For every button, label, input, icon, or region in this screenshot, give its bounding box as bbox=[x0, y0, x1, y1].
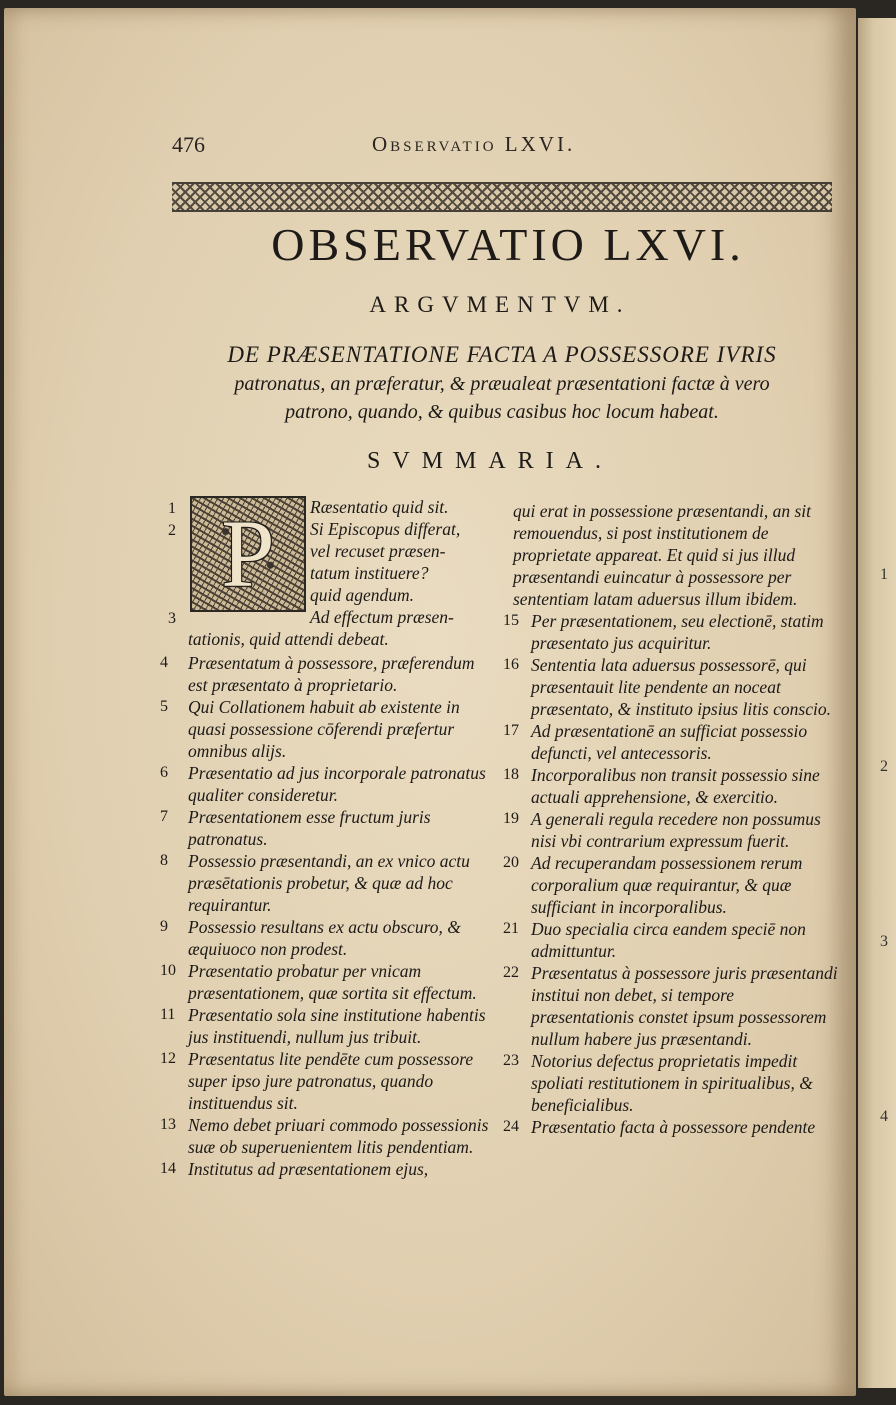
entry-number: 22 bbox=[503, 964, 519, 981]
summary-entry bbox=[160, 696, 490, 762]
entry-text: Præsentatum à possessore, præferendum est præsentato à proprietario. bbox=[188, 653, 475, 695]
summary-entry bbox=[503, 720, 838, 764]
entry-text: Præsentationem esse fructum juris patronatus. bbox=[188, 807, 431, 849]
facing-page-number: 2 bbox=[880, 758, 888, 775]
entry-number: 6 bbox=[160, 764, 168, 781]
entry-text: A generali regula recedere non possumus nisi vbi contrarium expressum fuerit. bbox=[531, 809, 821, 851]
summary-entry bbox=[160, 916, 490, 960]
summary-entry bbox=[160, 1158, 490, 1180]
entry-number: 7 bbox=[160, 808, 168, 825]
summary-entry bbox=[503, 610, 838, 654]
entry-text: Duo specialia circa eandem speciē non admittuntur. bbox=[531, 919, 806, 961]
summary-entry bbox=[160, 762, 490, 806]
entry-number: 19 bbox=[503, 810, 519, 827]
summary-entry bbox=[160, 1004, 490, 1048]
entry-text: Præsentatio ad jus incorporale patronatus qualiter consideretur. bbox=[188, 763, 486, 805]
summary-entry bbox=[503, 1050, 838, 1116]
entry-line: Ræsentatio quid sit. bbox=[310, 497, 449, 517]
summary-entry bbox=[503, 764, 838, 808]
argument-head: DE PRÆSENTATIONE FACTA A POSSESSORE IVRIS bbox=[227, 342, 777, 367]
ornamental-band bbox=[172, 182, 832, 212]
entry-text: Ad recuperandam possessionem rerum corporalium quæ requirantur, & quæ sufficiant in incorporalibus. bbox=[531, 853, 803, 917]
summary-entry bbox=[160, 960, 490, 1004]
entry-line: Si Episcopus differat, bbox=[310, 519, 461, 539]
summary-entry bbox=[503, 918, 838, 962]
entry-number: 13 bbox=[160, 1116, 176, 1133]
entry-text: Notorius defectus proprietatis impedit spoliati restitutionem in spiritualibus, & beneficialibus. bbox=[531, 1051, 813, 1115]
entry-number: 16 bbox=[503, 656, 519, 673]
entry-number: 21 bbox=[503, 920, 519, 937]
facing-page-edge bbox=[858, 18, 896, 1388]
summary-column-right bbox=[503, 500, 838, 1138]
entry-number: 12 bbox=[160, 1050, 176, 1067]
summary-entry bbox=[503, 1116, 838, 1138]
entry-text: Incorporalibus non transit possessio sine actuali apprehensione, & exercitio. bbox=[531, 765, 820, 807]
entry-text: Possessio resultans ex actu obscuro, & æquiuoco non prodest. bbox=[188, 917, 461, 959]
argument-text bbox=[172, 340, 832, 426]
argument-line: patronatus, an præferatur, & præualeat præsentationi factæ à vero bbox=[234, 373, 770, 395]
entry-line: quid agendum. bbox=[310, 585, 415, 605]
summary-entry bbox=[503, 962, 838, 1050]
entry-number: 18 bbox=[503, 766, 519, 783]
entry-line: tatum instituere? bbox=[310, 563, 429, 583]
entry-number: 4 bbox=[160, 654, 168, 671]
entry-text: qui erat in possessione præsentandi, an sit remouendus, si post institutionem de proprietate appareat. Et quid si jus illud præsentandi euincatur à possessore per sententiam latam aduersus illum ibidem. bbox=[513, 501, 811, 609]
summary-entry bbox=[160, 1114, 490, 1158]
facing-page-number: 4 bbox=[880, 1108, 888, 1125]
entry-number: 24 bbox=[503, 1118, 519, 1135]
entry-text: Institutus ad præsentationem ejus, bbox=[188, 1159, 429, 1179]
argumentum-heading: ARGVMENTVM. bbox=[369, 292, 631, 317]
entry-text: Nemo debet priuari commodo possessionis suæ ob superuenientem litis pendentiam. bbox=[188, 1115, 489, 1157]
decorated-initial bbox=[190, 496, 306, 612]
entry-text: Sententia lata aduersus possessorē, qui præsentauit lite pendente an noceat præsentato, & instituto ipsius litis conscio. bbox=[531, 655, 831, 719]
entry-text: Præsentatio sola sine institutione habentis jus instituendi, nullum jus tribuit. bbox=[188, 1005, 486, 1047]
entry-text: Præsentatio facta à possessore pendente bbox=[531, 1117, 816, 1137]
summary-entry bbox=[160, 850, 490, 916]
entry-number: 10 bbox=[160, 962, 176, 979]
argument-line: patrono, quando, & quibus casibus hoc locum habeat. bbox=[285, 401, 719, 423]
entry-line: vel recuset præsen- bbox=[310, 541, 446, 561]
summary-entry bbox=[503, 654, 838, 720]
entry-number: 23 bbox=[503, 1052, 519, 1069]
entry-number: 8 bbox=[160, 852, 168, 869]
entry-number: 2 bbox=[168, 522, 176, 539]
entry-number: 9 bbox=[160, 918, 168, 935]
summary-entry bbox=[160, 652, 490, 696]
running-header bbox=[172, 132, 638, 162]
entry-text: Præsentatus à possessore juris præsentandi institui non debet, si tempore præsentationis constet ipsum possessorem nullum habere jus præsentandi. bbox=[531, 963, 838, 1049]
entry-text: Præsentatio probatur per vnicam præsentationem, quæ sortita sit effectum. bbox=[188, 961, 477, 1003]
entry-number: 3 bbox=[168, 610, 176, 627]
entry-text: Ad præsentationē an sufficiat possessio defuncti, vel antecessoris. bbox=[531, 721, 808, 763]
entry-text: Per præsentationem, seu electionē, statim præsentato jus acquiritur. bbox=[531, 611, 824, 653]
entry-number: 14 bbox=[160, 1160, 176, 1177]
entry-number: 17 bbox=[503, 722, 519, 739]
page-title: OBSERVATIO LXVI. bbox=[271, 219, 745, 270]
summary-entry bbox=[160, 806, 490, 850]
summary-entry-continuation bbox=[503, 500, 838, 610]
entry-number: 5 bbox=[160, 698, 168, 715]
summary-column-left bbox=[160, 652, 490, 1180]
entry-line: Ad effectum præsen- bbox=[310, 607, 454, 627]
summary-entry bbox=[503, 808, 838, 852]
facing-page-number: 1 bbox=[880, 566, 888, 583]
entry-number: 15 bbox=[503, 612, 519, 629]
facing-page-number: 3 bbox=[880, 933, 888, 950]
first-entries bbox=[310, 496, 500, 628]
summaria-heading: SVMMARIA. bbox=[366, 448, 614, 474]
entry-number: 20 bbox=[503, 854, 519, 871]
entry-number: 11 bbox=[160, 1006, 176, 1023]
entry-text: Qui Collationem habuit ab existente in quasi possessione cōferendi præfertur omnibus alijs. bbox=[188, 697, 460, 761]
entry-line: tationis, quid attendi debeat. bbox=[188, 629, 389, 649]
initial-letter: P bbox=[221, 500, 275, 607]
summary-entry bbox=[160, 1048, 490, 1114]
entry-number: 1 bbox=[168, 500, 176, 517]
running-head: Observatio LXVI. bbox=[372, 132, 576, 156]
entry-text: Possessio præsentandi, an ex vnico actu præsētationis probetur, & quæ ad hoc requirantur. bbox=[188, 851, 470, 915]
page-number: 476 bbox=[172, 132, 205, 157]
summary-entry bbox=[503, 852, 838, 918]
entry-text: Præsentatus lite pendēte cum possessore super ipso jure patronatus, quando instituendus sit. bbox=[188, 1049, 474, 1113]
